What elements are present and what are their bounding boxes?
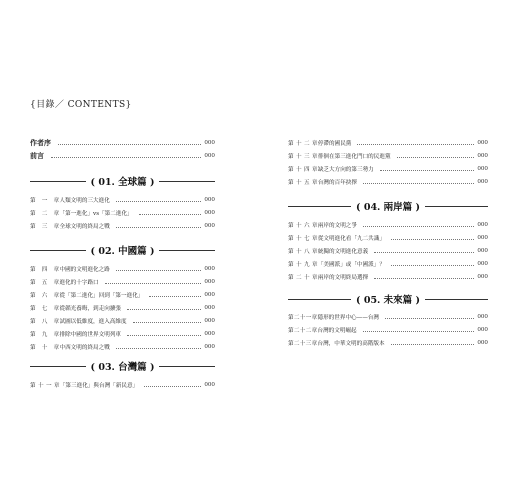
page-number: 000 [204, 292, 215, 298]
toc-chapter-row[interactable] [30, 207, 215, 219]
toc-chapter-row[interactable] [30, 220, 215, 232]
section-rule [288, 206, 351, 207]
section-title: ( 05. 未來篇 ) [356, 295, 420, 306]
leader-dots [391, 265, 474, 266]
toc-heading: {目錄／ CONTENTS} [30, 100, 132, 110]
leader-dots [363, 183, 474, 184]
page-number: 000 [477, 327, 488, 333]
leader-dots [374, 278, 474, 279]
chapter-number: 第二十一章 [288, 315, 318, 321]
section-rule [30, 250, 86, 251]
chapter-number: 第 五 章 [30, 280, 60, 286]
toc-chapter-row[interactable] [288, 311, 488, 323]
leader-dots [391, 344, 475, 345]
section-rule [425, 206, 488, 207]
page-number: 000 [204, 140, 215, 146]
chapter-title: 中西文明的終局之戰 [59, 345, 110, 351]
chapter-title: 兩岸的文明之爭 [317, 223, 357, 229]
leader-dots [105, 283, 202, 284]
chapter-number: 第 三 章 [30, 224, 60, 230]
toc-chapter-row[interactable] [30, 302, 215, 314]
section-heading-china [30, 242, 215, 258]
chapter-title: 中國的文明進化之路 [59, 267, 110, 273]
section-title: ( 04. 兩岸篇 ) [356, 202, 420, 213]
leader-dots [385, 318, 474, 319]
toc-chapter-row[interactable] [288, 232, 488, 244]
section-rule [30, 181, 86, 182]
chapter-number: 第二十三章 [288, 341, 318, 347]
leader-dots [374, 252, 474, 253]
section-title: ( 03. 台灣篇 ) [90, 362, 155, 373]
chapter-number: 第 十 八 章 [288, 249, 318, 255]
page-number: 000 [477, 274, 488, 280]
toc-chapter-row[interactable] [30, 194, 215, 206]
chapter-number: 第 七 章 [30, 306, 60, 312]
page-number: 000 [477, 235, 488, 241]
chapter-number: 第 十 九 章 [288, 262, 318, 268]
page-number: 000 [477, 140, 488, 146]
section-rule [159, 366, 215, 367]
chapter-title: 人類文明的三大進化 [59, 198, 110, 204]
chapter-number: 第 十 三 章 [288, 154, 318, 160]
toc-chapter-row[interactable] [30, 341, 215, 353]
leader-dots [133, 322, 202, 323]
chapter-number: 第 十 五 章 [288, 180, 318, 186]
leader-dots [363, 226, 474, 227]
chapter-title: 缺乏大方向的第三勢力 [317, 167, 374, 173]
page-number: 000 [477, 261, 488, 267]
page-number: 000 [204, 344, 215, 350]
page-number: 000 [204, 210, 215, 216]
chapter-title: 「第一進化」vs「第二進化」 [59, 211, 133, 217]
chapter-number: 第 八 章 [30, 319, 60, 325]
page-number: 000 [204, 305, 215, 311]
section-title: ( 02. 中國篇 ) [90, 246, 155, 257]
chapter-title: 徘徊在第三進化門口的民進黨 [317, 154, 391, 160]
page-number: 000 [204, 279, 215, 285]
page-number: 000 [477, 166, 488, 172]
chapter-number: 第 二 十 章 [288, 275, 318, 281]
chapter-number: 第 六 章 [30, 293, 60, 299]
chapter-number: 第 九 章 [30, 332, 60, 338]
toc-chapter-row[interactable] [30, 289, 215, 301]
chapter-number: 第 十 二 章 [288, 141, 318, 147]
leader-dots [380, 170, 475, 171]
leader-dots [127, 335, 201, 336]
chapter-title: 台灣，中華文明的高階版本 [317, 341, 385, 347]
toc-chapter-row[interactable] [288, 176, 488, 188]
chapter-title: 統獨的文明進化意義 [317, 249, 369, 255]
page-number: 000 [477, 314, 488, 320]
toc-preface-row[interactable] [30, 137, 215, 149]
chapter-title: 兩岸的文明終局選擇 [317, 275, 369, 281]
chapter-number: 第 十 一 章 [30, 383, 60, 389]
toc-chapter-row[interactable] [288, 150, 488, 162]
page-number: 000 [477, 340, 488, 346]
section-heading-future [288, 291, 488, 307]
chapter-number: 第二十二章 [288, 328, 318, 334]
page-number: 000 [477, 153, 488, 159]
chapter-title: 試圖以低維度，進入高維度 [59, 319, 127, 325]
page-number: 000 [204, 223, 215, 229]
toc-chapter-row[interactable] [30, 315, 215, 327]
page-number: 000 [204, 318, 215, 324]
leader-dots [144, 386, 201, 387]
chapter-number: 第 一 章 [30, 198, 60, 204]
toc-chapter-row[interactable] [288, 337, 488, 349]
toc-chapter-row[interactable] [288, 258, 488, 270]
page-number: 000 [477, 222, 488, 228]
leader-dots [51, 157, 201, 158]
chapter-title: 全球文明的終局之戰 [59, 224, 110, 230]
chapter-number: 第 四 章 [30, 267, 60, 273]
chapter-number: 第 十 章 [30, 345, 60, 351]
page-number: 000 [477, 179, 488, 185]
section-heading-taiwan [30, 358, 215, 374]
chapter-title: 台灣的文明崛起 [317, 328, 357, 334]
chapter-title: 台灣的百年抉擇 [317, 180, 357, 186]
chapter-number: 第 十 七 章 [288, 236, 318, 242]
chapter-number: 第 十 四 章 [288, 167, 318, 173]
chapter-title: 從韜光養晦，到走向擴張 [59, 306, 122, 312]
section-rule [288, 299, 351, 300]
chapter-title: 排除中國的世界文明列車 [59, 332, 122, 338]
toc-chapter-row[interactable] [30, 328, 215, 340]
page-number: 000 [204, 153, 215, 159]
leader-dots [149, 296, 201, 297]
preface-label: 前言 [30, 151, 44, 160]
chapter-number: 第 二 章 [30, 211, 60, 217]
toc-chapter-row[interactable] [288, 219, 488, 231]
leader-dots [116, 270, 201, 271]
page-number: 000 [204, 197, 215, 203]
leader-dots [363, 331, 475, 332]
chapter-title: 「第三進化」與台灣「新民意」 [59, 383, 139, 389]
chapter-title: 停滯的國民黨 [317, 141, 352, 147]
chapter-title: 進化的十字路口 [59, 280, 99, 286]
toc-chapter-row[interactable] [30, 276, 215, 288]
leader-dots [357, 144, 474, 145]
chapter-title: 隱形的世界中心——台灣 [317, 315, 380, 321]
section-rule [159, 181, 215, 182]
chapter-number: 第 十 六 章 [288, 223, 318, 229]
page-number: 000 [204, 331, 215, 337]
page-number: 000 [204, 266, 215, 272]
page-number: 000 [204, 382, 215, 388]
section-heading-global [30, 173, 215, 189]
toc-chapter-row[interactable] [288, 271, 488, 283]
leader-dots [116, 201, 201, 202]
leader-dots [397, 157, 475, 158]
section-rule [425, 299, 488, 300]
section-rule [159, 250, 215, 251]
leader-dots [139, 214, 202, 215]
toc-chapter-row[interactable] [30, 263, 215, 275]
section-rule [30, 366, 86, 367]
leader-dots [58, 144, 201, 145]
toc-chapter-row[interactable] [288, 163, 488, 175]
section-heading-cross-strait [288, 198, 488, 214]
chapter-title: 從「第二進化」回到「第一進化」 [59, 293, 144, 299]
preface-label: 作者序 [30, 138, 51, 147]
leader-dots [116, 348, 201, 349]
leader-dots [127, 309, 201, 310]
leader-dots [391, 239, 474, 240]
section-title: ( 01. 全球篇 ) [90, 177, 155, 188]
toc-chapter-row[interactable] [288, 137, 488, 149]
leader-dots [116, 227, 201, 228]
toc-chapter-row[interactable] [30, 379, 215, 391]
toc-chapter-row[interactable] [288, 245, 488, 257]
chapter-title: 「美國派」或「中國派」？ [317, 262, 385, 268]
toc-preface-row[interactable] [30, 150, 215, 162]
page-number: 000 [477, 248, 488, 254]
chapter-title: 從文明進化看「九二共識」 [317, 236, 385, 242]
toc-chapter-row[interactable] [288, 324, 488, 336]
